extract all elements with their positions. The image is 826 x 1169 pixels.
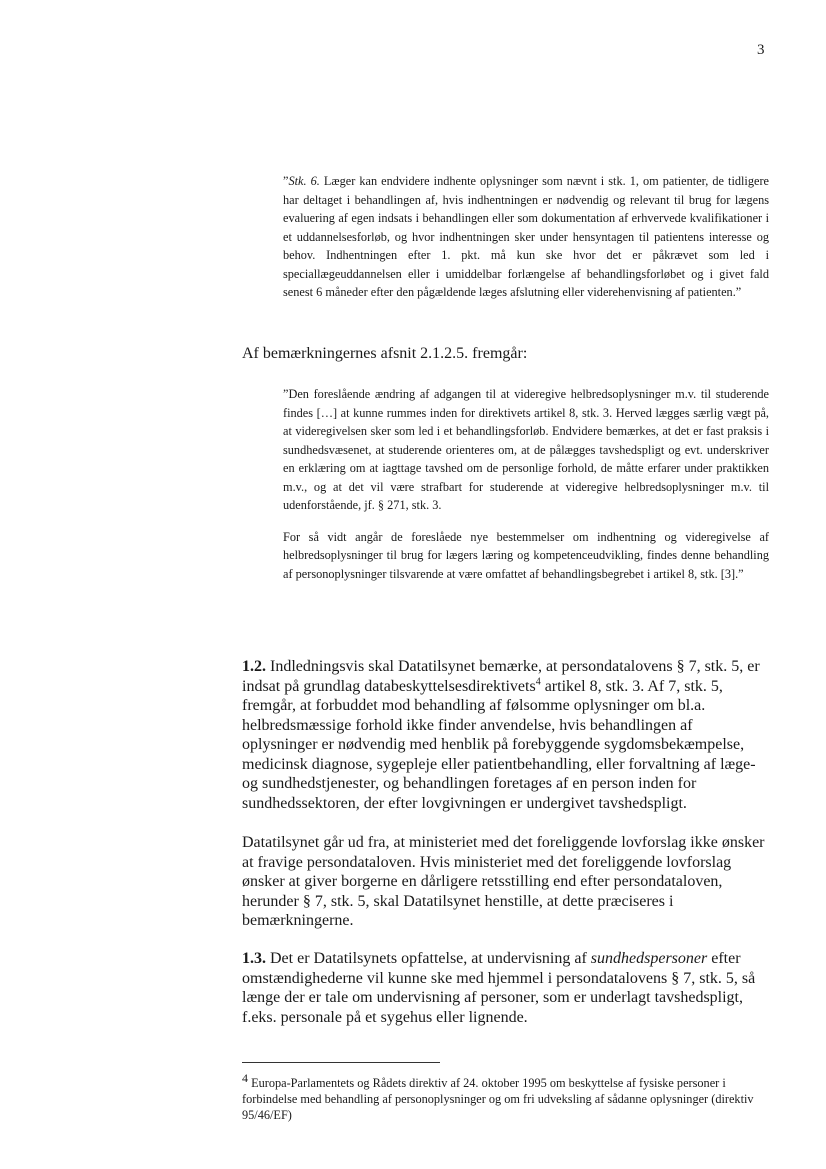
footnote-divider [242, 1062, 440, 1063]
intro-line: Af bemærkningernes afsnit 2.1.2.5. fremgår: [242, 345, 528, 362]
section-1-3: 1.3. Det er Datatilsynets opfattelse, at undervisning af sundhedspersoner efter omstændighederne vil kunne ske med hjemmel i persondatalovens § 7, stk. 5, så længe der er tale om undervisning af personer, som er underlagt tavshedspligt, f.eks. personale på et sygehus eller lignende. [242, 950, 756, 1026]
quote-remarks [283, 385, 769, 583]
section-number: 1.2. [242, 658, 266, 675]
quote-remarks-paragraph-1: ”Den foreslående ændring af adgangen til at videregive helbredsoplysninger m.v. til studerende findes […] at kunne rummes inden for direktivets artikel 8, stk. 3. Herved lægges særlig vægt på, at videregivelsen sker som led i et behandlingsforløb. Endvidere bemærkes, at det er fast praksis i sundhedsvæsenet, at studerende orienteres om, at de pålægges tavshedspligt og evt. underskriver en erklæring om at iagttage tavshed om de personlige forhold, de måtte erfarer under praktikken m.v., og at det vil være strafbart for studerende at videregive helbredsoplysninger m.v. til udenforstående, jf. § 271, stk. 3. [283, 387, 769, 512]
emphasis-term: sundhedspersoner [590, 950, 708, 967]
section-number: 1.3. [242, 950, 266, 967]
quote-remarks-paragraph-2: For så vidt angår de foreslåede nye bestemmelser om indhentning og videregivelse af helbredsoplysninger til brug for lægers læring og kompetenceudvikling, findes denne behandling af personoplysninger tilsvarende at være omfattet af behandlingsbegrebet i artikel 8, stk. [3].” [283, 529, 769, 581]
quote-stk6 [283, 172, 769, 302]
section-1-2: 1.2. Indledningsvis skal Datatilsynet bemærke, at persondatalovens § 7, stk. 5, er indsat på grundlag databeskyttelsesdirektivets$^4$ artikel 8, stk. 3. Af 7, stk. 5, fremgår, at forbuddet mod behandling af følsomme oplysninger om bl.a. helbredsmæssige forhold ikke finder anvendelse, hvis behandlingen af oplysninger er nødvendig med henblik på forebyggende sygdomsbekæmpelse, medicinsk diagnose, sygepleje eller patientbehandling, eller forvaltning af læge- og sundhedstjenester, og behandlingen foretages af en person inden for sundhedssektoren, der efter lovgivningen er undergivet tavshedspligt. [242, 658, 760, 812]
footnote: 4 Europa-Parlamentets og Rådets direktiv af 24. oktober 1995 om beskyttelse af fysiske personer i forbindelse med behandling af personoplysninger og om fri udveksling af sådanne oplysninger (direktiv 95/46/EF) [242, 1070, 754, 1122]
paragraph-datatilsynet: Datatilsynet går ud fra, at ministeriet med det foreliggende lovforslag ikke ønsker at fravige persondataloven. Hvis ministeriet med det foreliggende lovforslag ønsker at giver borgerne en dårligere retsstilling end efter persondataloven, herunder § 7, stk. 5, skal Datatilsynet henstille, at dette præciseres i bemærkningerne. [242, 834, 765, 929]
stk-label: Stk. 6. [288, 174, 320, 188]
footnote-number: 4 [242, 1070, 248, 1085]
quote-stk6-paragraph: ”Stk. 6. Læger kan endvidere indhente oplysninger som nævnt i stk. 1, om patienter, de tidligere har deltaget i behandlingen af, hvis indhentningen er nødvendig og relevant til brug for lægens evaluering af egen indsats i behandlingen eller som dokumentation af erhvervede kvalifikationer i et uddannelsesforløb, og hvor indhentningen sker under hensyntagen til patientens interesse og behov. Indhentningen efter 1. pkt. må kun ske hvor det er påkrævet som led i speciallægeuddannelsen eller i umiddelbar forlængelse af behandlingsforløbet og i givet fald senest 6 måneder efter den pågældende læges afslutning eller viderehenvisning af patienten.” [283, 174, 770, 299]
footnote-ref: 4 [535, 676, 541, 688]
page-number: 3 [757, 42, 765, 58]
